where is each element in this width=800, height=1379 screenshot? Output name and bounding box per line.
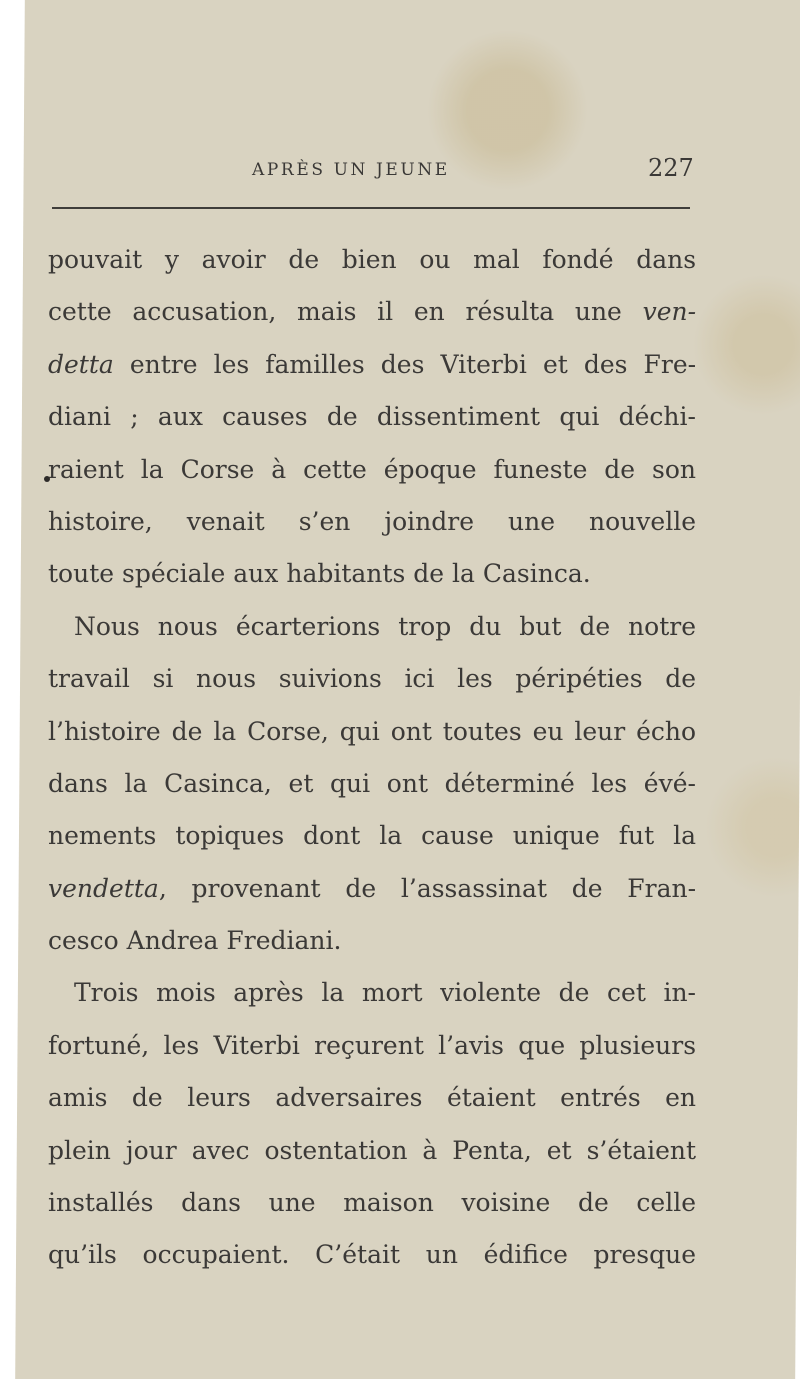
text-line: raient la Corse à cette époque funeste de son bbox=[48, 454, 697, 484]
text-line: amis de leurs adversaires étaient entrés en bbox=[48, 1083, 697, 1113]
italic-word: detta bbox=[48, 349, 114, 379]
text-line: fortuné, les Viterbi reçurent l’avis que plusieurs bbox=[48, 1030, 697, 1060]
text-line: plein jour avec ostentation à Penta, et s’étaient bbox=[48, 1135, 697, 1165]
text-line: cette accusation, mais il en résulta une ven- bbox=[48, 297, 697, 327]
header-rule bbox=[52, 207, 690, 209]
text-line: toute spéciale aux habitants de la Casinca. bbox=[48, 559, 591, 589]
italic-word: vendetta bbox=[48, 873, 159, 903]
italic-word: ven- bbox=[642, 297, 697, 327]
text-line: qu’ils occupaient. C’était un édifice presque bbox=[48, 1240, 697, 1270]
text-line: vendetta, provenant de l’assassinat de Fran- bbox=[48, 873, 697, 903]
text-line: l’histoire de la Corse, qui ont toutes eu leur écho bbox=[48, 716, 697, 746]
text-line: Nous nous écarterions trop du but de notre bbox=[74, 611, 697, 641]
text-line: travail si nous suivions ici les péripéties de bbox=[48, 664, 697, 694]
text-line: detta entre les familles des Viterbi et des Fre- bbox=[48, 349, 697, 379]
text-line: Trois mois après la mort violente de cet in- bbox=[74, 978, 696, 1008]
text-line: nements topiques dont la cause unique fut la bbox=[48, 821, 697, 851]
body-text bbox=[48, 234, 696, 1282]
running-title: APRÈS UN JEUNE bbox=[252, 160, 450, 180]
page-header bbox=[0, 154, 800, 188]
text-line: histoire, venait s’en joindre une nouvelle bbox=[48, 506, 696, 536]
page-number: 227 bbox=[648, 154, 694, 182]
text-line: installés dans une maison voisine de celle bbox=[48, 1188, 696, 1218]
text-line: diani ; aux causes de dissentiment qui déchi- bbox=[48, 402, 696, 432]
text-line: cesco Andrea Frediani. bbox=[48, 926, 342, 956]
text-line: pouvait y avoir de bien ou mal fondé dans bbox=[48, 245, 697, 274]
text-line: dans la Casinca, et qui ont déterminé les évé- bbox=[48, 768, 696, 798]
